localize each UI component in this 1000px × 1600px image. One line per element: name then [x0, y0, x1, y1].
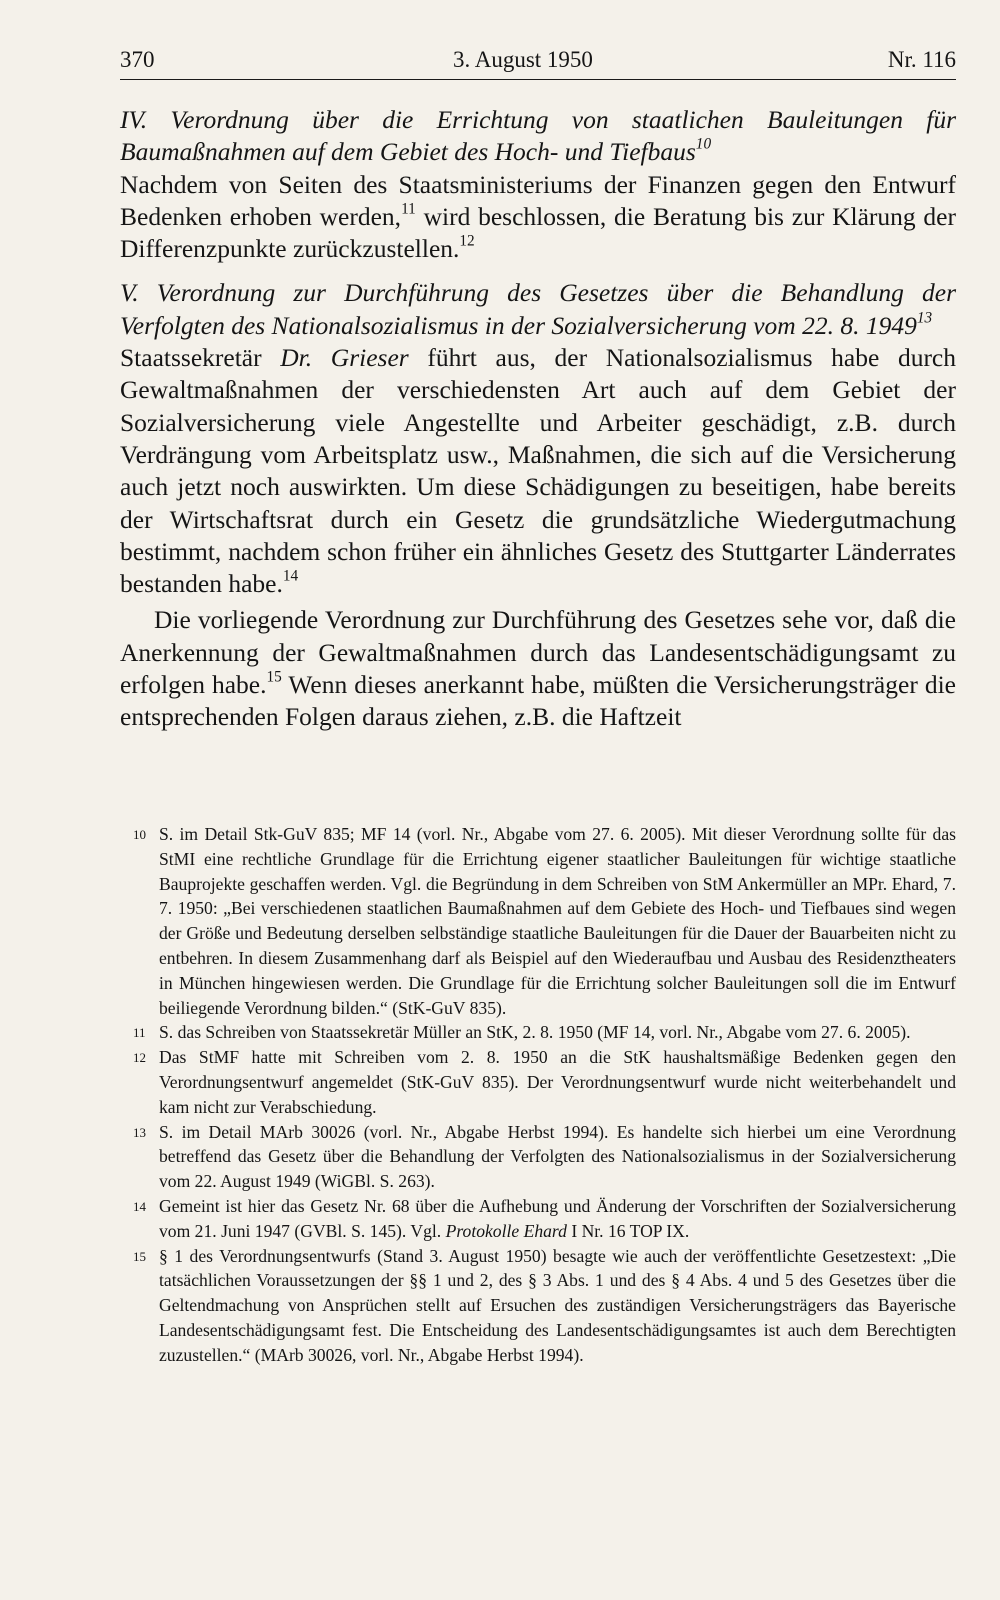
section-iv-heading-text: IV. Verordnung über die Errichtung von staatlichen Bauleitungen für Baumaßnahmen auf dem Gebiet des Hoch- und Tiefbaus	[120, 105, 956, 167]
footnote-text-italic: Protokolle Ehard	[445, 1220, 567, 1241]
footnote-number: 11	[133, 1025, 146, 1041]
footnote-15	[133, 1244, 956, 1368]
footnote-text: S. im Detail MArb 30026 (vorl. Nr., Abgabe Herbst 1994). Es handelte sich hierbei um eine Verordnung betreffend das Gesetz über die Behandlung der Verfolgten des Nationalsozialismus in der Sozialversicherung vom 22. August 1949 (WiGBl. S. 263).	[159, 1121, 956, 1192]
speaker-name: Dr. Grieser	[280, 343, 409, 373]
section-v-p2-text-a: Die vorliegende Verordnung zur Durchführung des Gesetzes sehe vor, daß die Anerkennung der Gewaltmaßnahmen durch das Landesentschädigungsamt zu erfolgen habe.	[120, 605, 956, 700]
footnote-text: S. das Schreiben von Staatssekretär Müller an StK, 2. 8. 1950 (MF 14, vorl. Nr., Abgabe vom 27. 6. 2005).	[159, 1022, 911, 1043]
footnote-number: 10	[133, 827, 146, 842]
section-v-paragraph-2	[120, 604, 956, 733]
section-v-heading-text: V. Verordnung zur Durchführung des Gesetzes über die Behandlung der Verfolgten des Nationalsozialismus in der Sozialversicherung vom 22. 8. 1949	[120, 278, 956, 340]
header-rule	[120, 79, 956, 80]
footnote-number: 13	[133, 1124, 146, 1140]
footnote-10	[133, 822, 956, 1020]
section-v-paragraph-1	[120, 342, 956, 600]
footnote-ref-10[interactable]: 10	[695, 135, 712, 153]
section-v-p1-text-b: führt aus, der Nationalsozialismus habe durch Gewaltmaßnahmen der verschiedensten Art auch auf dem Gebiet der Sozialversicherung viele Angestellte und Arbeiter geschädigt, z.B. durch Verdrängung vom Arbeitsplatz usw., Maßnahmen, die sich auf die Versicherung auch jetzt noch auswirkten. Um diese Schädigungen zu beseitigen, habe bereits der Wirtschaftsrat durch ein Gesetz die grundsätzliche Wiedergutmachung bestimmt, nachdem schon früher ein ähnliches Gesetz des Stuttgarter Länderrates bestanden habe.	[120, 343, 956, 599]
footnote-number: 14	[133, 1198, 146, 1214]
footnote-ref-15[interactable]: 15	[266, 668, 282, 686]
header-date: 3. August 1950	[453, 47, 593, 72]
section-iv-text-a: Nachdem von Seiten des Staatsministeriums der Finanzen gegen den Entwurf Bedenken erhoben werden,	[120, 169, 956, 231]
header-issue-number: Nr. 116	[887, 47, 956, 72]
footnote-text: Das StMF hatte mit Schreiben vom 2. 8. 1950 an die StK haushaltsmäßige Bedenken gegen den Verordnungsentwurf angemeldet (StK-GuV 835). Der Verordnungsentwurf wurde nicht weiterbehandelt und kam nicht zur Verabschiedung.	[159, 1047, 956, 1117]
footnote-13	[133, 1120, 956, 1194]
footnote-text-part: I Nr. 16 TOP IX.	[566, 1220, 690, 1241]
section-v-p1-text-a: Staatssekretär	[120, 343, 281, 373]
footnote-text: § 1 des Verordnungsentwurfs (Stand 3. August 1950) besagte wie auch der veröffentlichte Gesetzestext: „Die tatsächlichen Voraussetzungen der §§ 1 und 2, des § 3 Abs. 1 und des § 4 Abs. 4 und 5 des Gesetzes über die Geltendmachung von Ansprüchen stellt auf Ersuchen des zuständigen Versicherungsträgers das Bayerische Landesentschädigungsamt fest. Die Entscheidung des Landesentschädigungsamtes ist auch dem Berechtigten zuzustellen.“ (MArb 30026, vorl. Nr., Abgabe Herbst 1994).	[159, 1245, 956, 1365]
footnote-text-part: Gemeint ist hier das Gesetz Nr. 68 über die Aufhebung und Änderung der Vorschriften der Sozialversicherung vom 21. Juni 1947 (GVBl. S. 145). Vgl.	[159, 1195, 956, 1241]
footnote-ref-13[interactable]: 13	[916, 309, 933, 327]
section-iv-text-b: wird beschlossen, die Beratung bis zur Klärung der Differenzpunkte zurückzustellen.	[120, 201, 956, 264]
footnotes	[133, 822, 956, 1368]
main-text	[120, 104, 956, 734]
section-iv-heading	[120, 104, 956, 169]
section-iv-paragraph	[120, 169, 956, 266]
footnote-14	[133, 1194, 956, 1244]
footnote-12	[133, 1045, 956, 1119]
footnote-ref-12[interactable]: 12	[459, 232, 475, 250]
footnote-text	[159, 1196, 956, 1241]
page-number: 370	[120, 47, 155, 72]
running-header	[120, 40, 956, 80]
footnote-11	[133, 1020, 956, 1045]
footnote-number: 12	[133, 1050, 146, 1066]
footnote-text: S. im Detail Stk-GuV 835; MF 14 (vorl. Nr., Abgabe vom 27. 6. 2005). Mit dieser Verordnung sollte für das StMI eine rechtliche Grundlage für die Errichtung eigener staatlicher Bauleitungen für wichtige staatliche Bauprojekte geschaffen werden. Vgl. die Begründung in dem Schreiben von StM Ankermüller an MPr. Ehard, 7. 7. 1950: „Bei verschiedenen staatlichen Baumaßnahmen auf dem Gebiete des Hoch- und Tiefbaues sind wegen der Größe und Bedeutung derselben selbständige staatliche Bauleitungen für die Dauer der Bauarbeiten nicht zu entbehren. In diesem Zusammenhang darf als Beispiel auf den Wiederaufbau und Ausbau des Residenztheaters in München hingewiesen werden. Die Grundlage für die Errichtung solcher Bauleitungen soll die im Entwurf beiliegende Verordnung bilden.“ (StK-GuV 835).	[159, 824, 956, 1018]
footnote-number: 15	[133, 1248, 146, 1264]
footnote-ref-11[interactable]: 11	[401, 200, 416, 218]
footnote-ref-14[interactable]: 14	[282, 567, 299, 585]
section-v-heading	[120, 277, 956, 342]
section-v-p2-text-b: Wenn dieses anerkannt habe, müßten die Versicherungsträger die entsprechenden Folgen daraus ziehen, z.B. die Haftzeit	[120, 670, 956, 732]
